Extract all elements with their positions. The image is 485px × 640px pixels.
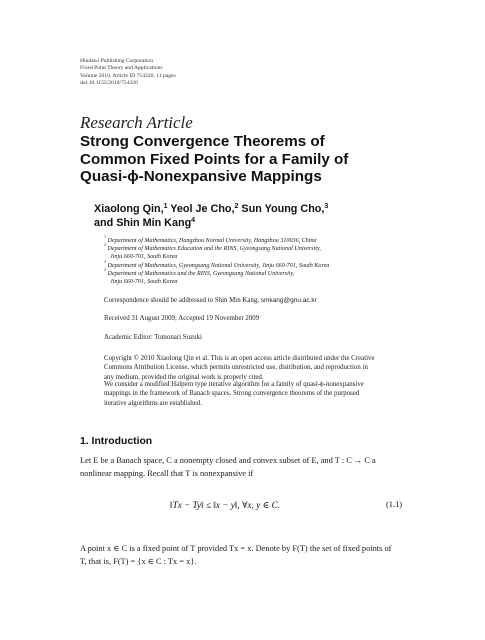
author-name: and Shin Min Kang (94, 216, 192, 229)
journal-header (80, 58, 176, 88)
paragraph-line: Let E be a Banach space, C a nonempty closed and convex subset of E, and T : C → C a (80, 456, 376, 465)
title-line: Quasi-ϕ-Nonexpansive Mappings (80, 168, 322, 185)
article-type-label: Research Article (80, 113, 193, 132)
paragraph-line: T, that is, F(T) = {x ∈ C : Tx = x}. (80, 556, 197, 566)
academic-editor: Academic Editor: Tomonari Suzuki (104, 334, 202, 341)
affiliation-list (104, 234, 330, 286)
affiliation-text: Department of Mathematics and the RINS, Gyeongsang National University, (107, 270, 295, 277)
affiliation-continuation: Jinju 660-701, South Korea (110, 254, 178, 261)
affiliation-number: 3 (104, 258, 106, 264)
affiliation-number: 1 (104, 234, 106, 239)
abstract-line: iterative algorithms are established. (104, 399, 202, 407)
copyright-line: Copyright © 2010 Xiaolong Qin et al. This is an open access article distributed under the Creative (104, 355, 375, 362)
affiliation-number: 2 (104, 242, 106, 248)
author-affil-marker: 3 (324, 203, 329, 210)
affiliation-text: Department of Mathematics, Hangzhou Normal University, Hangzhou 310036, China (107, 238, 317, 244)
affiliation-continuation: Jinju 660-701, South Korea (110, 279, 178, 286)
copyright-notice (104, 354, 404, 382)
author-line (94, 203, 328, 217)
volume-line: Volume 2010, Article ID 754320, 11 pages (80, 72, 176, 79)
author-line (94, 217, 328, 231)
article-title (80, 133, 420, 186)
author-name: Sun Young Cho, (238, 203, 325, 215)
abstract (104, 380, 404, 408)
equation-number: (1.1) (386, 500, 403, 509)
affiliation-item (104, 242, 329, 253)
received-dates: Received 31 August 2009; Accepted 19 November 2009 (104, 315, 260, 322)
author-name: Yeol Je Cho, (167, 203, 235, 215)
abstract-line: We consider a modified Halpern type iterative algorithm for a family of quasi-ϕ-nonexpansive (104, 381, 364, 388)
title-line: Strong Convergence Theorems of (80, 133, 325, 150)
author-list (94, 203, 328, 230)
paragraph-line: A point x ∈ C is a fixed point of T provided Tx = x. Denote by F(T) the set of fixed points of (80, 544, 392, 553)
author-name: Xiaolong Qin, (94, 203, 164, 215)
correspondence-text: Correspondence should be addressed to Shin Min Kang, (104, 297, 261, 304)
section-heading: 1. Introduction (80, 436, 153, 447)
affiliation-text: Department of Mathematics Education and the RINS, Gyeongsang National University, (107, 246, 321, 253)
affiliation-number: 4 (104, 266, 106, 272)
affiliation-text: Department of Mathematics, Gyeongsang National University, Jinju 660-701, South Korea (107, 262, 330, 269)
intro-paragraph (80, 455, 410, 481)
publisher-line: Hindawi Publishing Corporation (80, 58, 154, 64)
copyright-line: Commons Attribution License, which permits unrestricted use, distribution, and reproduction in (104, 364, 368, 372)
author-affil-marker: 1 (163, 203, 168, 210)
affiliation-item (104, 266, 329, 278)
abstract-line: mappings in the framework of Banach spaces. Strong convergence theorems of the purposed (104, 390, 360, 398)
doi-line[interactable]: doi:10.1155/2010/754320 (80, 80, 138, 87)
title-line: Common Fixed Points for a Family of (80, 150, 349, 168)
correspondence-email-link[interactable]: smkang@gnu.ac.kr (260, 297, 317, 304)
author-affil-marker: 4 (191, 216, 196, 224)
fixed-point-paragraph (80, 543, 410, 569)
author-affil-marker: 2 (234, 203, 239, 210)
correspondence-note (104, 296, 404, 305)
copyright-line: any medium, provided the original work is properly cited. (104, 373, 264, 381)
journal-line: Fixed Point Theory and Applications (80, 65, 163, 72)
paragraph-line: nonlinear mapping. Recall that T is nonexpansive if (80, 468, 254, 478)
equation-1-1: ‖Tx − Ty‖ ≤ ‖x − y‖, ∀x, y ∈ C. (170, 500, 281, 510)
affiliation-item (104, 258, 330, 270)
affiliation-item (104, 234, 329, 248)
